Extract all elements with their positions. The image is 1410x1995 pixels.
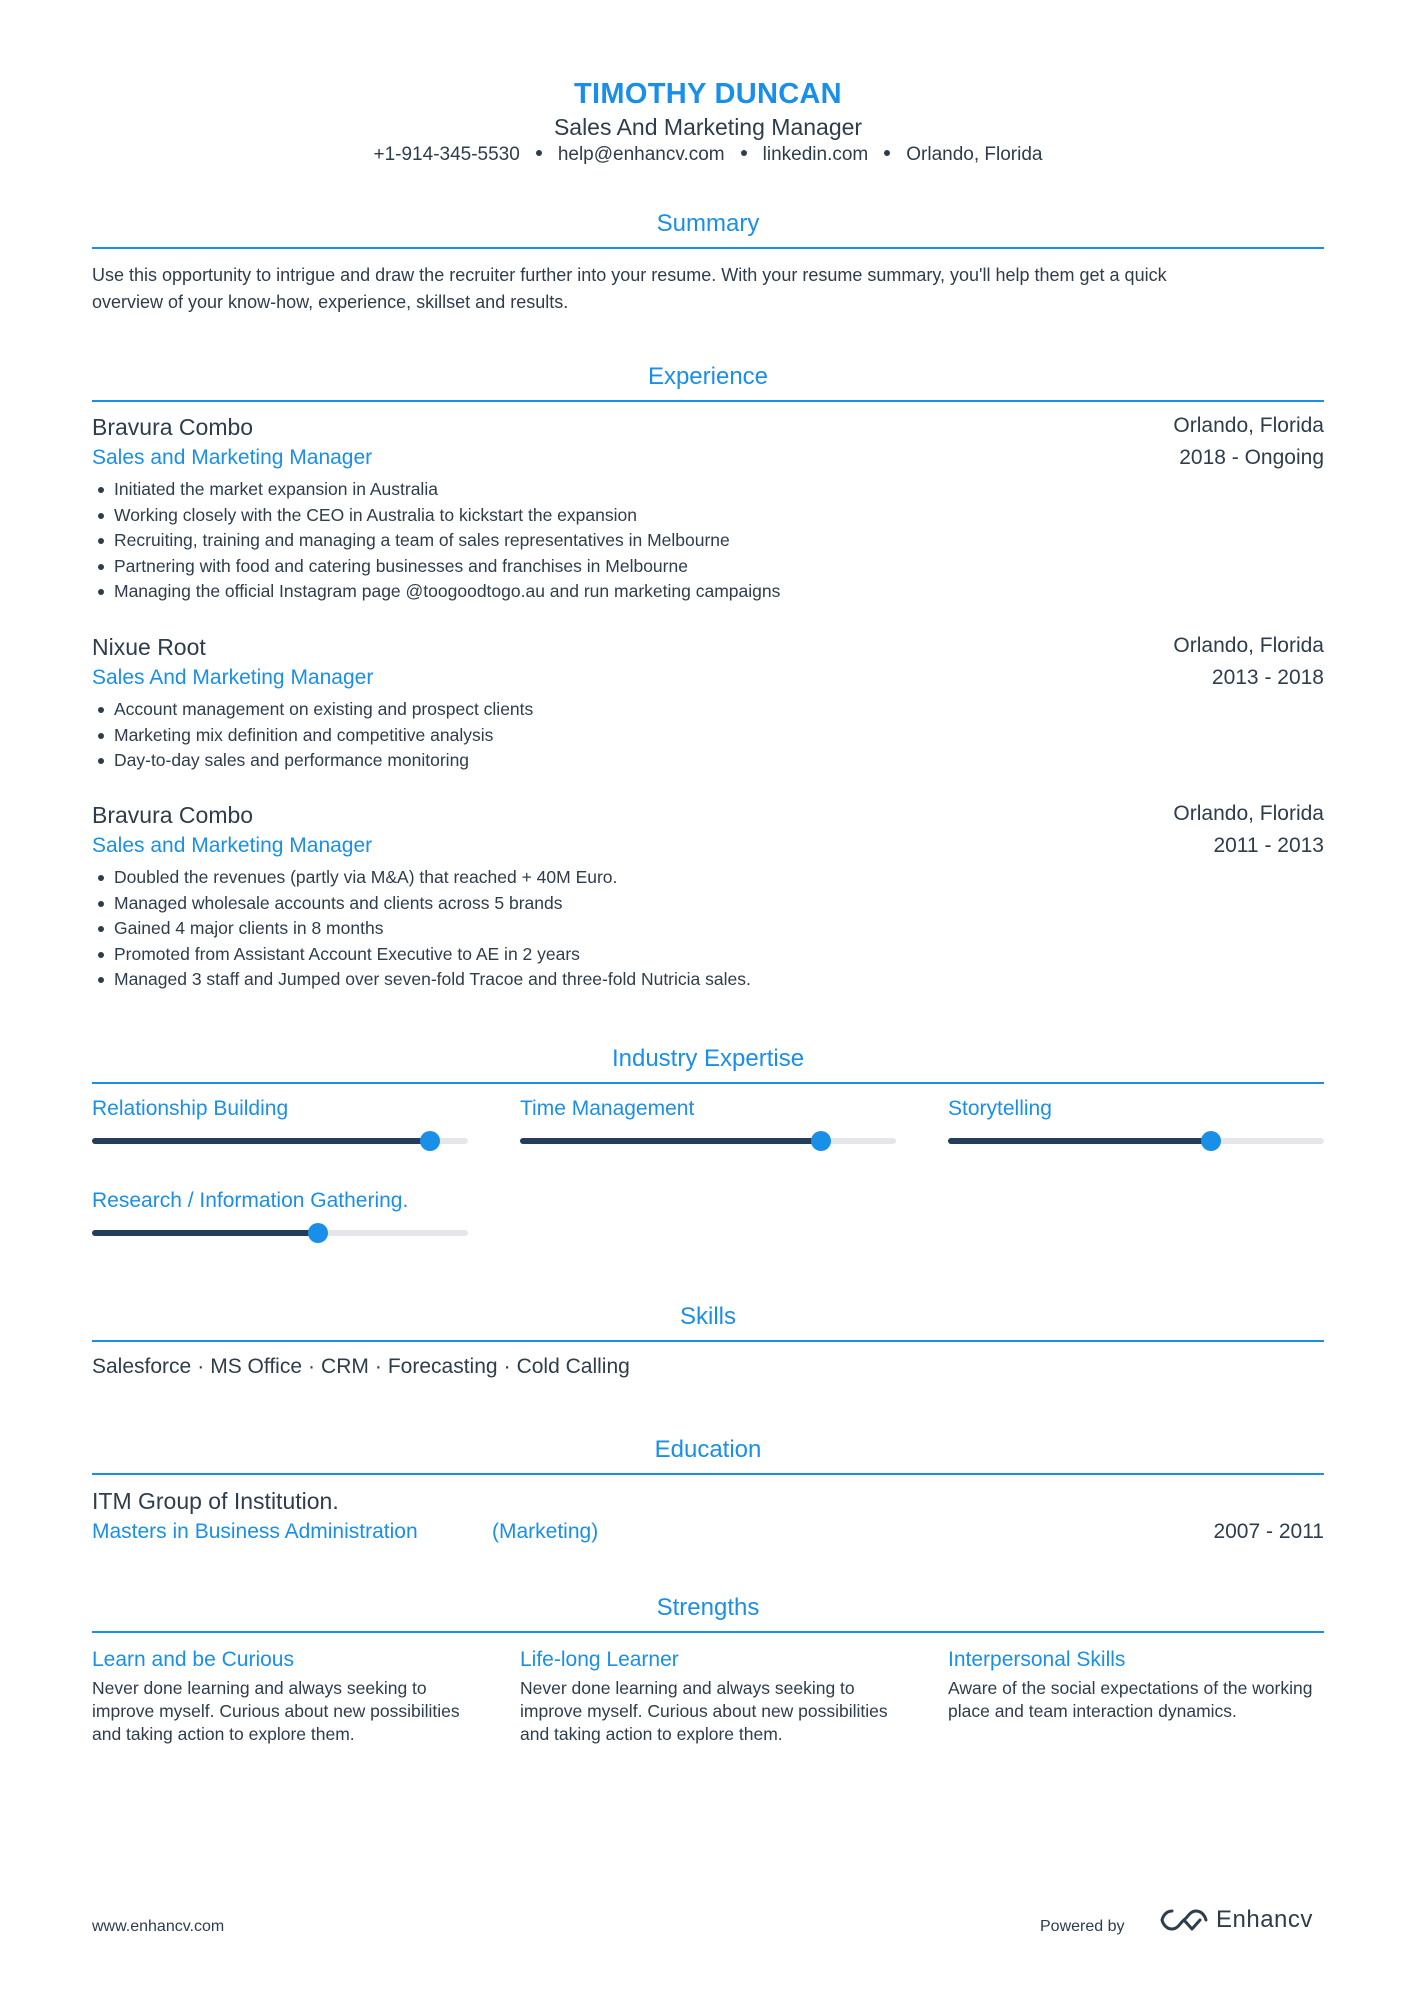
- powered-by-label: Powered by: [1040, 1918, 1125, 1935]
- job-dates: 2018 - Ongoing: [1179, 446, 1324, 469]
- expertise-label: Time Management: [520, 1097, 695, 1120]
- bullet-item: [92, 579, 780, 605]
- expertise-item: [92, 1097, 468, 1121]
- skill-separator: ·: [503, 1355, 511, 1378]
- section-heading-experience: Experience: [647, 363, 769, 390]
- skill-separator: ·: [308, 1355, 316, 1378]
- candidate-title: Sales And Marketing Manager: [553, 114, 863, 140]
- bullet-text: Partnering with food and catering businesses and franchises in Melbourne: [114, 555, 688, 576]
- company-name: Bravura Combo: [92, 414, 254, 440]
- separator-dot: [884, 150, 890, 156]
- bullet-dot-icon: [98, 538, 104, 544]
- job-role: Sales and Marketing Manager: [92, 446, 373, 469]
- bullet-text: Day-to-day sales and performance monitoring: [114, 750, 470, 771]
- bullet-item: [92, 748, 533, 774]
- bullet-item: [92, 503, 780, 529]
- candidate-name: TIMOTHY DUNCAN: [574, 78, 842, 110]
- bullet-text: Managed wholesale accounts and clients across 5 brands: [114, 892, 563, 913]
- bullet-item: [92, 942, 751, 968]
- skill-separator: ·: [374, 1355, 382, 1378]
- strength-description: Never done learning and always seeking to improve myself. Curious about new possibilities and taking action to explore them.: [520, 1678, 888, 1744]
- bullet-dot-icon: [98, 513, 104, 519]
- bullet-dot-icon: [98, 926, 104, 932]
- expertise-level-bar: [92, 1138, 468, 1144]
- section-divider: [92, 1473, 1324, 1475]
- bullet-dot-icon: [98, 875, 104, 881]
- expertise-level-fill: [92, 1138, 430, 1144]
- education-dates: 2007 - 2011: [1213, 1520, 1324, 1543]
- bullet-text: Gained 4 major clients in 8 months: [114, 918, 384, 939]
- school-name: ITM Group of Institution.: [92, 1488, 339, 1514]
- section-divider: [92, 1082, 1324, 1084]
- job-location: Orlando, Florida: [1173, 634, 1324, 657]
- expertise-level-fill: [948, 1138, 1211, 1144]
- strength-title: Life-long Learner: [520, 1648, 679, 1671]
- bullet-dot-icon: [98, 901, 104, 907]
- bullet-list: [92, 697, 533, 774]
- section-heading-summary: Summary: [656, 210, 760, 237]
- summary-text: [92, 262, 1324, 316]
- bullet-dot-icon: [98, 977, 104, 983]
- skills-list: [92, 1355, 630, 1379]
- linkedin-link[interactable]: linkedin.com: [762, 144, 869, 165]
- strength-description: Never done learning and always seeking to improve myself. Curious about new possibilities and taking action to explore them.: [92, 1678, 460, 1744]
- expertise-item: [948, 1097, 1324, 1121]
- section-heading-education: Education: [654, 1436, 762, 1463]
- bullet-dot-icon: [98, 758, 104, 764]
- bullet-list: [92, 865, 751, 993]
- strength-description: Aware of the social expectations of the working place and team interaction dynamics.: [948, 1678, 1313, 1721]
- expertise-level-knob: [1201, 1131, 1221, 1151]
- job-role: Sales and Marketing Manager: [92, 834, 373, 857]
- expertise-level-bar: [92, 1230, 468, 1236]
- company-name: Nixue Root: [92, 634, 206, 660]
- expertise-level-knob: [420, 1131, 440, 1151]
- bullet-text: Doubled the revenues (partly via M&A) that reached + 40M Euro.: [114, 867, 618, 887]
- skill-item: Salesforce: [92, 1355, 192, 1378]
- bullet-item: [92, 697, 533, 723]
- section-divider: [92, 1631, 1324, 1633]
- summary-line: overview of your know-how, experience, skillset and results.: [92, 292, 569, 312]
- enhancv-logo-text: Enhancv: [1216, 1906, 1313, 1933]
- enhancv-logo[interactable]: [1160, 1906, 1313, 1934]
- summary-line: Use this opportunity to intrigue and draw the recruiter further into your resume. With your resume summary, you'll help them get a quick: [92, 265, 1167, 285]
- bullet-dot-icon: [98, 564, 104, 570]
- degree-name: Masters in Business Administration: [92, 1520, 418, 1543]
- job-location: Orlando, Florida: [1173, 414, 1324, 437]
- bullet-dot-icon: [98, 733, 104, 739]
- bullet-text: Managed 3 staff and Jumped over seven-fold Tracoe and three-fold Nutricia sales.: [114, 969, 751, 990]
- contact-line: [92, 144, 1324, 166]
- job-dates: 2011 - 2013: [1213, 834, 1324, 857]
- expertise-level-knob: [811, 1131, 831, 1151]
- footer-website-link[interactable]: www.enhancv.com: [92, 1918, 225, 1935]
- strength-title: Interpersonal Skills: [948, 1648, 1126, 1671]
- expertise-level-bar: [520, 1138, 896, 1144]
- strength-item: [92, 1648, 468, 1746]
- phone-text: +1-914-345-5530: [373, 144, 520, 165]
- strength-title: Learn and be Curious: [92, 1648, 294, 1671]
- strength-item: [948, 1648, 1324, 1723]
- expertise-level-fill: [520, 1138, 821, 1144]
- expertise-level-bar: [948, 1138, 1324, 1144]
- bullet-item: [92, 967, 751, 993]
- degree-field: (Marketing): [492, 1520, 599, 1543]
- bullet-text: Initiated the market expansion in Australia: [114, 479, 438, 499]
- bullet-text: Promoted from Assistant Account Executive to AE in 2 years: [114, 943, 580, 964]
- expertise-label: Storytelling: [948, 1097, 1052, 1120]
- skill-item: MS Office: [210, 1355, 303, 1378]
- bullet-item: [92, 554, 780, 580]
- bullet-dot-icon: [98, 952, 104, 958]
- bullet-item: [92, 477, 780, 503]
- strength-item: [520, 1648, 896, 1746]
- bullet-item: [92, 865, 751, 891]
- bullet-text: Account management on existing and prospect clients: [114, 699, 534, 719]
- bullet-text: Recruiting, training and managing a team of sales representatives in Melbourne: [114, 530, 730, 551]
- section-heading-skills: Skills: [679, 1303, 736, 1330]
- bullet-text: Working closely with the CEO in Australia to kickstart the expansion: [114, 504, 637, 525]
- bullet-dot-icon: [98, 707, 104, 713]
- enhancv-logo-icon: [1160, 1907, 1208, 1933]
- expertise-level-knob: [308, 1223, 328, 1243]
- separator-dot: [741, 150, 747, 156]
- section-heading-strengths: Strengths: [656, 1594, 760, 1621]
- expertise-label: Research / Information Gathering.: [92, 1189, 409, 1212]
- email-link[interactable]: help@enhancv.com: [557, 144, 725, 165]
- expertise-level-fill: [92, 1230, 318, 1236]
- section-heading-expertise: Industry Expertise: [611, 1045, 805, 1072]
- job-role: Sales And Marketing Manager: [92, 666, 374, 689]
- skill-item: Cold Calling: [516, 1355, 630, 1378]
- expertise-item: [520, 1097, 896, 1121]
- skill-item: CRM: [321, 1355, 369, 1378]
- bullet-dot-icon: [98, 487, 104, 493]
- bullet-item: [92, 891, 751, 917]
- skill-item: Forecasting: [387, 1355, 498, 1378]
- section-divider: [92, 247, 1324, 249]
- bullet-dot-icon: [98, 589, 104, 595]
- bullet-item: [92, 916, 751, 942]
- skill-separator: ·: [197, 1355, 205, 1378]
- expertise-item: [92, 1189, 468, 1213]
- company-name: Bravura Combo: [92, 802, 254, 828]
- bullet-item: [92, 723, 533, 749]
- location-text: Orlando, Florida: [906, 144, 1043, 165]
- bullet-text: Marketing mix definition and competitive analysis: [114, 724, 494, 745]
- separator-dot: [536, 150, 542, 156]
- section-divider: [92, 1340, 1324, 1342]
- expertise-label: Relationship Building: [92, 1097, 289, 1120]
- job-dates: 2013 - 2018: [1211, 666, 1324, 689]
- bullet-list: [92, 477, 780, 605]
- job-location: Orlando, Florida: [1173, 802, 1324, 825]
- bullet-item: [92, 528, 780, 554]
- section-divider: [92, 400, 1324, 402]
- bullet-text: Managing the official Instagram page @toogoodtogo.au and run marketing campaigns: [114, 581, 781, 602]
